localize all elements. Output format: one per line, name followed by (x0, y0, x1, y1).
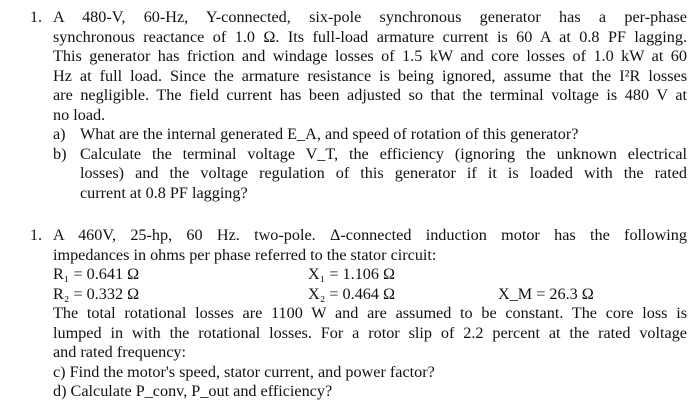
part-b-line: losses) and the voltage regulation of this generator if it is loaded with the rated (80, 164, 687, 182)
impedance-row-1 (53, 265, 687, 285)
problem-1-line: are negligible. The field current has been adjusted so that the terminal voltage is 480 V at (53, 86, 687, 104)
problem-2-part-c: c) Find the motor's speed, stator current, and power factor? (53, 362, 435, 381)
part-b-label: b) (53, 144, 67, 163)
problem-2-number: 1. (30, 227, 42, 244)
problem-2-line: and rated frequency: (53, 343, 187, 361)
problem-1-line: synchronous reactance of 1.0 Ω. Its full-load armature current is 60 A at 0.8 PF lagging. (53, 27, 687, 46)
problem-1-number: 1. (30, 9, 42, 26)
problem-1-part-b (53, 145, 687, 204)
impedance-r1: R₁ = 0.641 Ω (53, 265, 140, 283)
problem-2-line: The total rotational losses are 1100 W and are assumed to be constant. The core loss is (53, 304, 687, 322)
problem-1-line: Hz at full load. Since the armature resistance is being ignored, assume that the I²R losses (53, 66, 687, 85)
impedance-x2: X₂ = 0.464 Ω (308, 284, 396, 303)
part-b-line: current at 0.8 PF lagging? (80, 183, 248, 202)
part-a-label: a) (53, 125, 66, 143)
impedance-xm: X_M = 26.3 Ω (498, 284, 594, 303)
problem-1-part-a (53, 125, 687, 145)
problem-2-line: impedances in ohms per phase referred to the stator circuit: (53, 245, 437, 264)
problem-2-line: lumped in with the rotational losses. For a rotor slip of 2.2 percent at the rated voltage (53, 323, 687, 342)
problem-2-body (53, 226, 687, 402)
impedance-x1: X₁ = 1.106 Ω (308, 265, 396, 283)
problem-1-body (53, 8, 687, 203)
impedance-row-2 (53, 285, 687, 305)
problem-1-line: no load. (53, 105, 106, 124)
problem-1-line: This generator has friction and windage losses of 1.5 kW and core losses of 1.0 kW at 60 (53, 47, 687, 65)
impedance-r2: R₂ = 0.332 Ω (53, 284, 140, 303)
problem-2-part-d: d) Calculate P_conv, P_out and efficiency? (53, 382, 333, 400)
problem-2-line: A 460V, 25-hp, 60 Hz. two-pole. Δ-connected induction motor has the following (53, 226, 687, 244)
part-b-line: Calculate the terminal voltage V_T, the efficiency (ignoring the unknown electrical (80, 144, 687, 163)
problem-1-line: A 480-V, 60-Hz, Y-connected, six-pole synchronous generator has a per-phase (53, 8, 687, 26)
part-a-text: What are the internal generated E_A, and speed of rotation of this generator? (80, 125, 579, 143)
